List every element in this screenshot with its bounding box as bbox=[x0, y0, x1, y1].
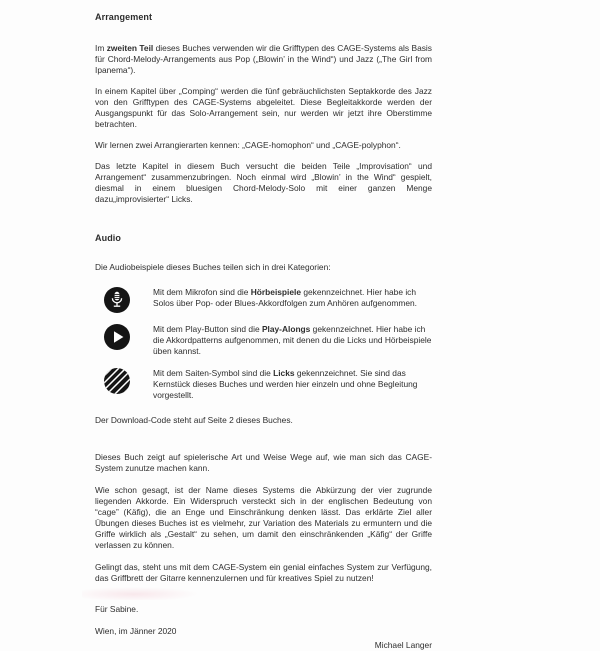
audio-item-play-alongs bbox=[95, 324, 432, 357]
closing-paragraph-1: Dieses Buch zeigt auf spielerische Art und Weise Wege auf, wie man sich das CAGE-System zunutze machen kann. bbox=[95, 452, 432, 473]
arrangement-paragraph-1 bbox=[95, 43, 432, 76]
page-content bbox=[95, 12, 432, 651]
p1-bold-zweiten-teil: zweiten Teil bbox=[106, 43, 154, 53]
place-date-text: Wien, im Jänner 2020 bbox=[95, 626, 177, 636]
play-icon bbox=[104, 324, 130, 350]
arrangement-paragraph-3: Wir lernen zwei Arrangierarten kennen: „CAGE-homophon“ und „CAGE-polyphon“. bbox=[95, 140, 401, 150]
audio-item-keyword: Play-Alongs bbox=[261, 324, 311, 334]
audio-item-text bbox=[153, 287, 432, 309]
audio-item-hoerbeispiele bbox=[95, 287, 432, 313]
section-heading-arrangement: Arrangement bbox=[95, 12, 153, 22]
audio-item-licks bbox=[95, 368, 432, 401]
arrangement-paragraph-2: In einem Kapitel über „Comping“ werden die fünf gebräuchlichsten Septakkorde des Jazz von den Grifftypen des CAGE-Systems abgeleitet. Diese Begleitakkorde werden der Ausgangspunkt für das Solo-Arrangement sein, nur werden wir jetzt ihre Oberstimme betrachten. bbox=[95, 86, 432, 129]
audio-item-pre: Mit dem Saiten-Symbol sind die bbox=[153, 368, 274, 378]
audio-category-list bbox=[95, 287, 432, 401]
closing-paragraph-2: Wie schon gesagt, ist der Name dieses Systems die Abkürzung der vier zugrunde liegenden Akkorde. Ein Widerspruch versteckt sich in der englischen Bedeutung von “cage” (Käfig), die an Enge und Einschränkung denken lässt. Das erklärte Ziel aller Übungen dieses Buches ist es vielmehr, zur Variation des Materials zu ermuntern und die Griffe wirklich als „Gestalt“ zu sehen, um damit den einschränkenden „Käfig“ der Griffe verlassen zu können. bbox=[95, 485, 432, 550]
audio-item-text bbox=[153, 368, 432, 401]
download-code-note: Der Download-Code steht auf Seite 2 dieses Buches. bbox=[95, 415, 293, 425]
p1-rest: dieses Buches verwenden wir die Grifftypen des CAGE-Systems als Basis für Chord-Melody-Arrangements aus Pop („Blowin’ in the Wind“) und Jazz („The Girl from Ipanema“). bbox=[95, 43, 432, 75]
audio-item-keyword: Hörbeispiele bbox=[250, 287, 302, 297]
audio-item-post: gekennzeichnet. Hier habe ich Solos über Pop- oder Blues-Akkordfolgen zum Anhören aufgenommen. bbox=[153, 287, 417, 308]
closing-paragraph-3: Gelingt das, steht uns mit dem CAGE-System ein genial einfaches System zur Verfügung, das Griffbrett der Gitarre kennenzulernen und für kreatives Spiel zu nutzen! bbox=[95, 562, 432, 583]
audio-item-post: gekennzeichnet. Sie sind das Kernstück dieses Buches und werden hier einzeln und ohne Begleitung vorgestellt. bbox=[153, 368, 418, 400]
audio-item-pre: Mit dem Play-Button sind die bbox=[153, 324, 262, 334]
author-signature: Michael Langer bbox=[374, 640, 432, 650]
section-heading-audio: Audio bbox=[95, 233, 121, 243]
audio-item-text bbox=[153, 324, 432, 357]
audio-item-pre: Mit dem Mikrofon sind die bbox=[153, 287, 251, 297]
microphone-icon bbox=[104, 287, 130, 313]
p1-prefix: Im bbox=[95, 43, 107, 53]
audio-item-keyword: Licks bbox=[273, 368, 295, 378]
strings-icon bbox=[104, 368, 130, 394]
arrangement-paragraph-4: Das letzte Kapitel in diesem Buch versucht die beiden Teile „Improvisation“ und Arrangement“ zusammenzubringen. Noch einmal wird „Blowin’ in the Wind“ gespielt, diesmal in einem bluesigen Chord-Melody-Solo mit einer ganzen Menge dazu„improvisierter“ Licks. bbox=[95, 161, 432, 204]
audio-item-post: gekennzeichnet. Hier habe ich die Akkordpatterns aufgenommen, mit denen du die Licks und Hörbeispiele üben kannst. bbox=[153, 324, 432, 356]
audio-intro-text: Die Audiobeispiele dieses Buches teilen sich in drei Kategorien: bbox=[95, 262, 331, 272]
dedication-text: Für Sabine. bbox=[95, 604, 139, 614]
